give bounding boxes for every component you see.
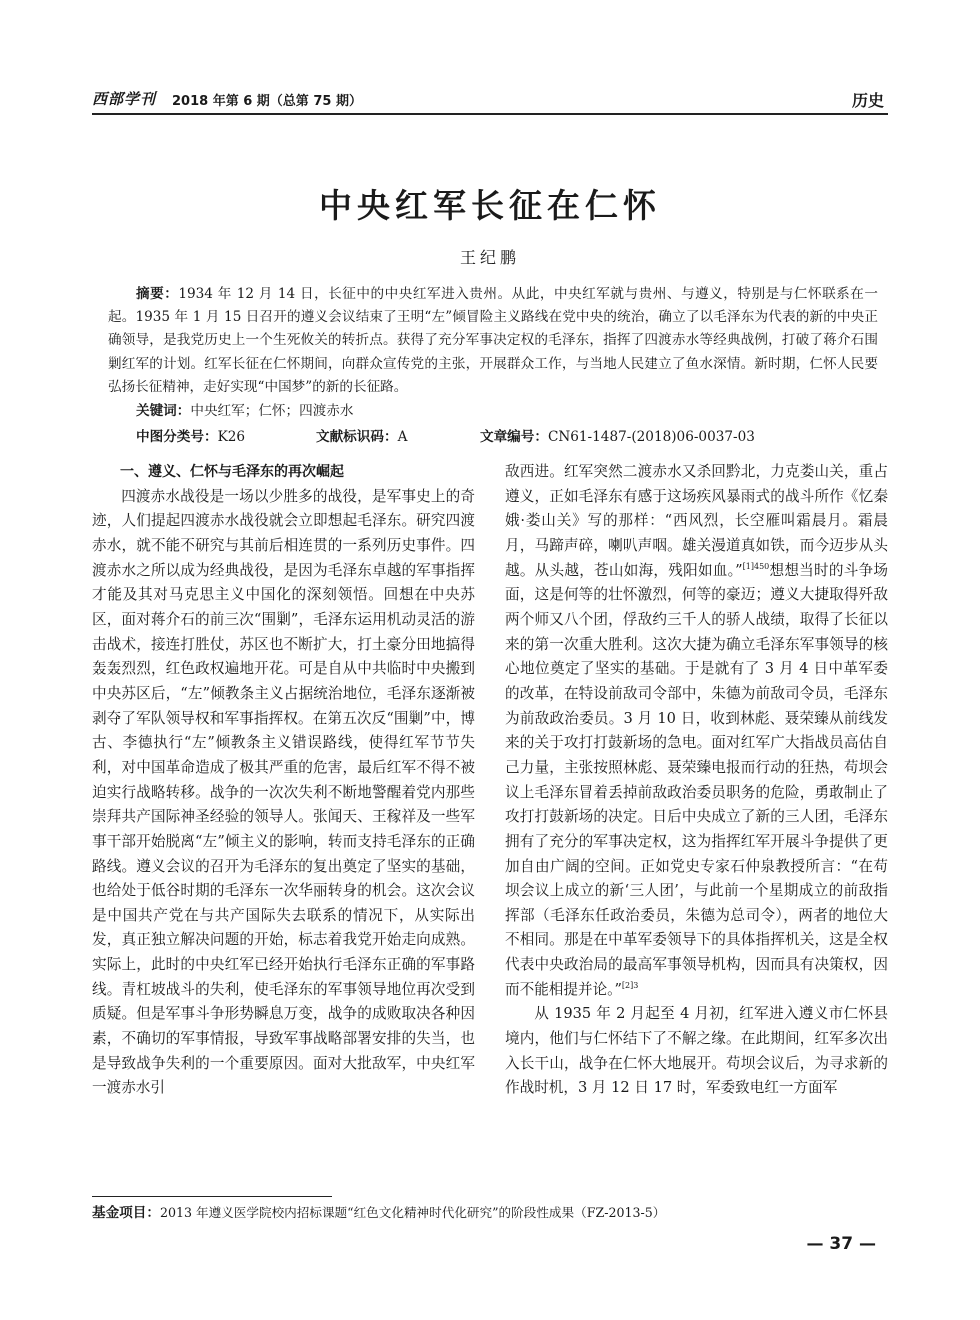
keywords-label: 关键词： — [136, 403, 191, 419]
article-title: 中央红军长征在仁怀 — [319, 186, 661, 225]
article-number — [480, 426, 755, 448]
funding-label: 基金项目： — [92, 1205, 160, 1221]
keywords — [136, 400, 354, 422]
article-number-label: 文章编号： — [480, 429, 548, 445]
clc-number — [136, 426, 245, 448]
abstract-label: 摘要： — [136, 286, 179, 302]
body-column-right — [505, 460, 888, 1101]
citation: [2]3 — [621, 980, 639, 990]
abstract — [108, 283, 878, 399]
paragraph-text: 想想当时的斗争场面，这是何等的壮怀激烈，何等的豪迈；遵义大捷取得歼敌两个师又八个团，俘敌约三千人的骄人战绩，取得了长征以来的第一次重大胜利。这次大捷为确立毛泽东军事领导的核心地位奠定了坚实的基础。于是就有了 3 月 4 日中革军委的改革，在特设前敌司令部中，朱德为前敌司令员，毛泽东为前敌政治委员。3 月 10 日，收到林彪、聂荣臻从前线发来的关于攻打打鼓新场的急电。面对红军广大指战员高估自己力量，主张按照林彪、聂荣臻电报而行动的狂热，苟坝会议上毛泽东冒着丢掉前敌政治委员职务的危险，勇敢制止了攻打打鼓新场的决定。日后中央成立了新的三人团，毛泽东拥有了充分的军事决定权，这为指挥红军开展斗争提供了更加自由广阔的空间。正如党史专家石仲泉教授所言：“在苟坝会议上成立的新‘三人团’，与此前一个星期成立的前敌指挥部（毛泽东任政治委员，朱德为总司令），两者的地位大不相同。那是在中革军委领导下的具体指挥机关，这是全权代表中央政治局的最高军事领导机构，因而具有决策权，因而不能相提并论。” — [505, 561, 888, 998]
doc-code-value: A — [397, 429, 408, 445]
abstract-text: 1934 年 12 月 14 日，长征中的中央红军进入贵州。从此，中央红军就与贵州、与遵义，特别是与仁怀联系在一起。1935 年 1 月 15 日召开的遵义会议结束了王明“左”倾冒险主义路线在党中央的统治，确立了以毛泽东为代表的新的中央正确领导，是我党历史上一个生死攸关的转折点。获得了充分军事决定权的毛泽东，指挥了四渡赤水等经典战例，打破了蒋介石围剿红军的计划。红军长征在仁怀期间，向群众宣传党的主张，开展群众工作，与当地人民建立了鱼水深情。新时期，仁怀人民要弘扬长征精神，走好实现“中国梦”的新的长征路。 — [108, 286, 879, 395]
body-paragraph — [505, 460, 888, 1002]
keywords-text: 中央红军；仁怀；四渡赤水 — [190, 403, 354, 419]
body-column-left — [92, 460, 475, 1101]
funding-note — [92, 1203, 888, 1223]
section-heading: 一、遵义、仁怀与毛泽东的再次崛起 — [120, 464, 344, 480]
footnote-rule — [92, 1196, 332, 1197]
citation: [1]450 — [742, 561, 770, 571]
clc-label: 中图分类号： — [136, 429, 218, 445]
document-code — [316, 426, 407, 448]
issue-info: 2018 年第 6 期（总第 75 期） — [172, 94, 362, 109]
running-head — [92, 88, 888, 112]
article-number-value: CN61-1487-(2018)06-0037-03 — [547, 429, 755, 445]
classification-line — [136, 426, 876, 448]
header-rule — [92, 113, 888, 115]
journal-name: 西部学刊 — [92, 90, 157, 108]
page-number: — 37 — — [806, 1234, 876, 1254]
paragraph-text: 敌西进。红军突然二渡赤水又杀回黔北，力克娄山关，重占遵义，正如毛泽东有感于这场疾风暴雨式的战斗所作《忆秦娥·娄山关》写的那样：“西风烈，长空雁叫霜晨月。霜晨月，马蹄声碎，喇叭声咽。雄关漫道真如铁，而今迈步从头越。从头越，苍山如海，残阳如血。” — [505, 463, 888, 579]
doc-code-label: 文献标识码： — [316, 429, 398, 445]
body-paragraph: 四渡赤水战役是一场以少胜多的战役，是军事史上的奇迹，人们提起四渡赤水战役就会立即想起毛泽东。研究四渡赤水，就不能不研究与其前后相连贯的一系列历史事件。四渡赤水之所以成为经典战役，是因为毛泽东卓越的军事指挥才能及其对马克思主义中国化的深刻领悟。回想在中央苏区，面对蒋介石的前三次“围剿”，毛泽东运用机动灵活的游击战术，接连打胜仗，苏区也不断扩大，打土豪分田地搞得轰轰烈烈，红色政权遍地开花。可是自从中共临时中央搬到中央苏区后，“左”倾教条主义占据统治地位，毛泽东逐渐被剥夺了军队领导权和军事指挥权。在第五次反“围剿”中，博古、李德执行“左”倾教条主义错误路线，使得红军节节失利，对中国革命造成了极其严重的危害，最后红军不得不被迫实行战略转移。战争的一次次失利不断地警醒着党内那些崇拜共产国际神圣经验的领导人。张闻天、王稼祥及一些军事干部开始脱离“左”倾主义的影响，转而支持毛泽东的正确路线。遵义会议的召开为毛泽东的复出奠定了坚实的基础，也给处于低谷时期的毛泽东一次华丽转身的机会。这次会议是中国共产党在与共产国际失去联系的情况下，从实际出发，真正独立解决问题的开始，标志着我党开始走向成熟。实际上，此时的中央红军已经开始执行毛泽东正确的军事路线。青杠坡战斗的失利，使毛泽东的军事领导地位再次受到质疑。但是军事斗争形势瞬息万变，战争的成败取决各种因素，不确切的军事情报，导致军事战略部署安排的失当，也是导致战争失利的一个重要原因。面对大批敌军，中央红军一渡赤水引 — [92, 487, 475, 1097]
author-name: 王纪鹏 — [459, 248, 520, 267]
section-label: 历史 — [851, 91, 884, 110]
clc-value: K26 — [217, 429, 246, 445]
funding-text: 2013 年遵义医学院校内招标课题“红色文化精神时代化研究”的阶段性成果（FZ-2013-5） — [159, 1205, 666, 1220]
body-paragraph: 从 1935 年 2 月起至 4 月初，红军进入遵义市仁怀县境内，他们与仁怀结下了不解之缘。在此期间，红军多次出入长干山，战争在仁怀大地展开。苟坝会议后，为寻求新的作战时机，3 月 12 日 17 时，军委致电红一方面军 — [505, 1005, 888, 1097]
